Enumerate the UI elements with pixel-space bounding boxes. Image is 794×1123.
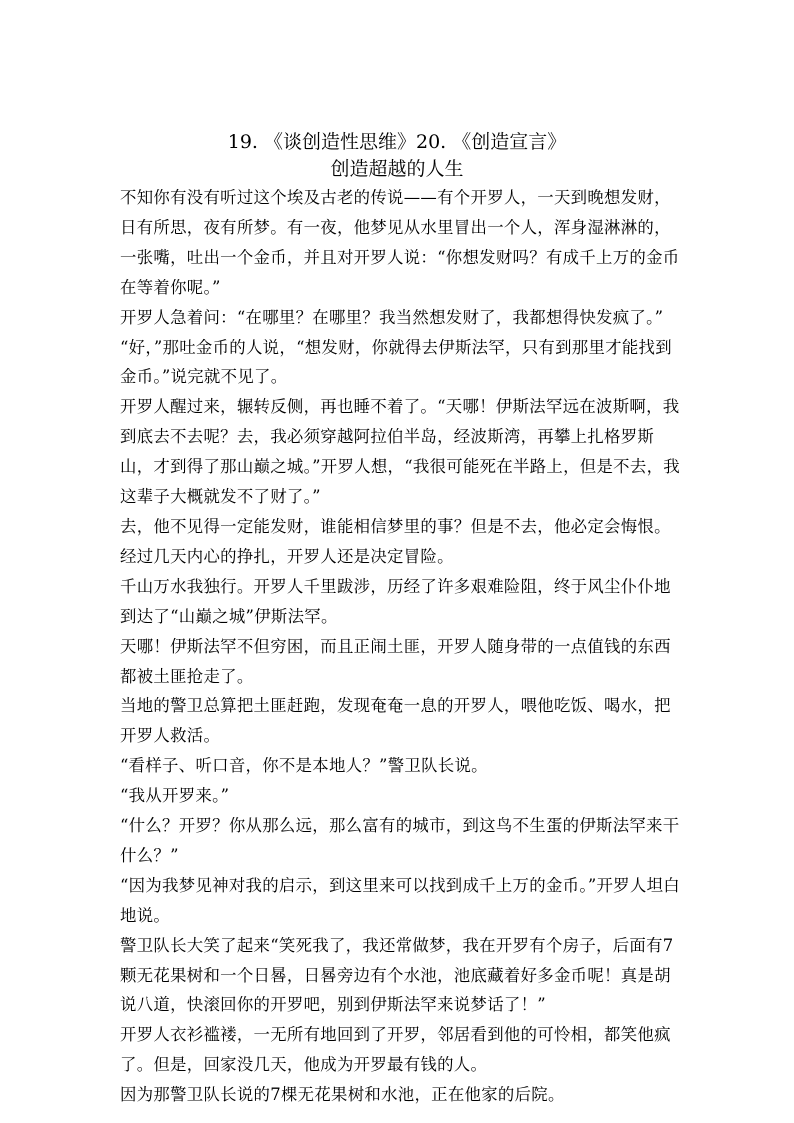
article-title: 创造超越的人生	[330, 158, 464, 180]
paragraph: “什么？开罗？你从那么远，那么富有的城市，到这鸟不生蛋的伊斯法罕来干什么？”	[120, 816, 680, 865]
paragraph: 不知你有没有听过这个埃及古老的传说——有个开罗人，一天到晚想发财，日有所思，夜有所梦。有一夜，他梦见从水里冒出一个人，浑身湿淋淋的，一张嘴，吐出一个金币，并且对开罗人说：“你想发财吗？有成千上万的金币在等着你呢。”	[120, 188, 680, 297]
paragraph: “我从开罗来。”	[120, 786, 230, 806]
paragraph: “看样子、听口音，你不是本地人？”警卫队长说。	[120, 756, 488, 776]
paragraph: 警卫队长大笑了起来“笑死我了，我还常做梦，我在开罗有个房子，后面有7颗无花果树和一个日晷，日晷旁边有个水池，池底藏着好多金币呢！真是胡说八道，快滚回你的开罗吧，别到伊斯法罕来说梦话了！”	[120, 935, 674, 1015]
paragraph: 天哪！伊斯法罕不但穷困，而且正闹土匪，开罗人随身带的一点值钱的东西都被土匪抢走了。	[120, 636, 671, 686]
paragraph: 去，他不见得一定能发财，谁能相信梦里的事？但是不去，他必定会悔恨。经过几天内心的挣扎，开罗人还是决定冒险。	[120, 516, 671, 566]
paragraph: 千山万水我独行。开罗人千里跋涉，历经了许多艰难险阻，终于风尘仆仆地到达了“山巅之城”伊斯法罕。	[120, 576, 671, 626]
paragraph: 当地的警卫总算把土匪赶跑，发现奄奄一息的开罗人，喂他吃饭、喝水，把开罗人救活。	[120, 696, 671, 746]
paragraph: 因为那警卫队长说的7棵无花果树和水池，正在他家的后院。	[120, 1085, 565, 1105]
paragraph: “好，”那吐金币的人说，“想发财，你就得去伊斯法罕，只有到那里才能找到金币。”说完就不见了。	[120, 337, 672, 387]
lesson-title: 19. 《谈创造性思维》20. 《创造宣言》	[227, 131, 567, 153]
paragraph: 开罗人急着问：“在哪里？在哪里？我当然想发财了，我都想得快发疯了。”	[120, 307, 664, 327]
paragraph: 开罗人衣衫褴褛，一无所有地回到了开罗，邻居看到他的可怜相，都笑他疯了。但是，回家没几天，他成为开罗最有钱的人。	[120, 1025, 671, 1075]
article-body	[120, 183, 680, 1110]
paragraph: 开罗人醒过来，辗转反侧，再也睡不着了。“天哪！伊斯法罕远在波斯啊，我到底去不去呢？去，我必须穿越阿拉伯半岛，经波斯湾，再攀上扎格罗斯山，才到得了那山巅之城。”开罗人想，“我很可能死在半路上，但是不去，我这辈子大概就发不了财了。”	[120, 397, 680, 507]
paragraph: “因为我梦见神对我的启示，到这里来可以找到成千上万的金币。”开罗人坦白地说。	[120, 875, 680, 925]
